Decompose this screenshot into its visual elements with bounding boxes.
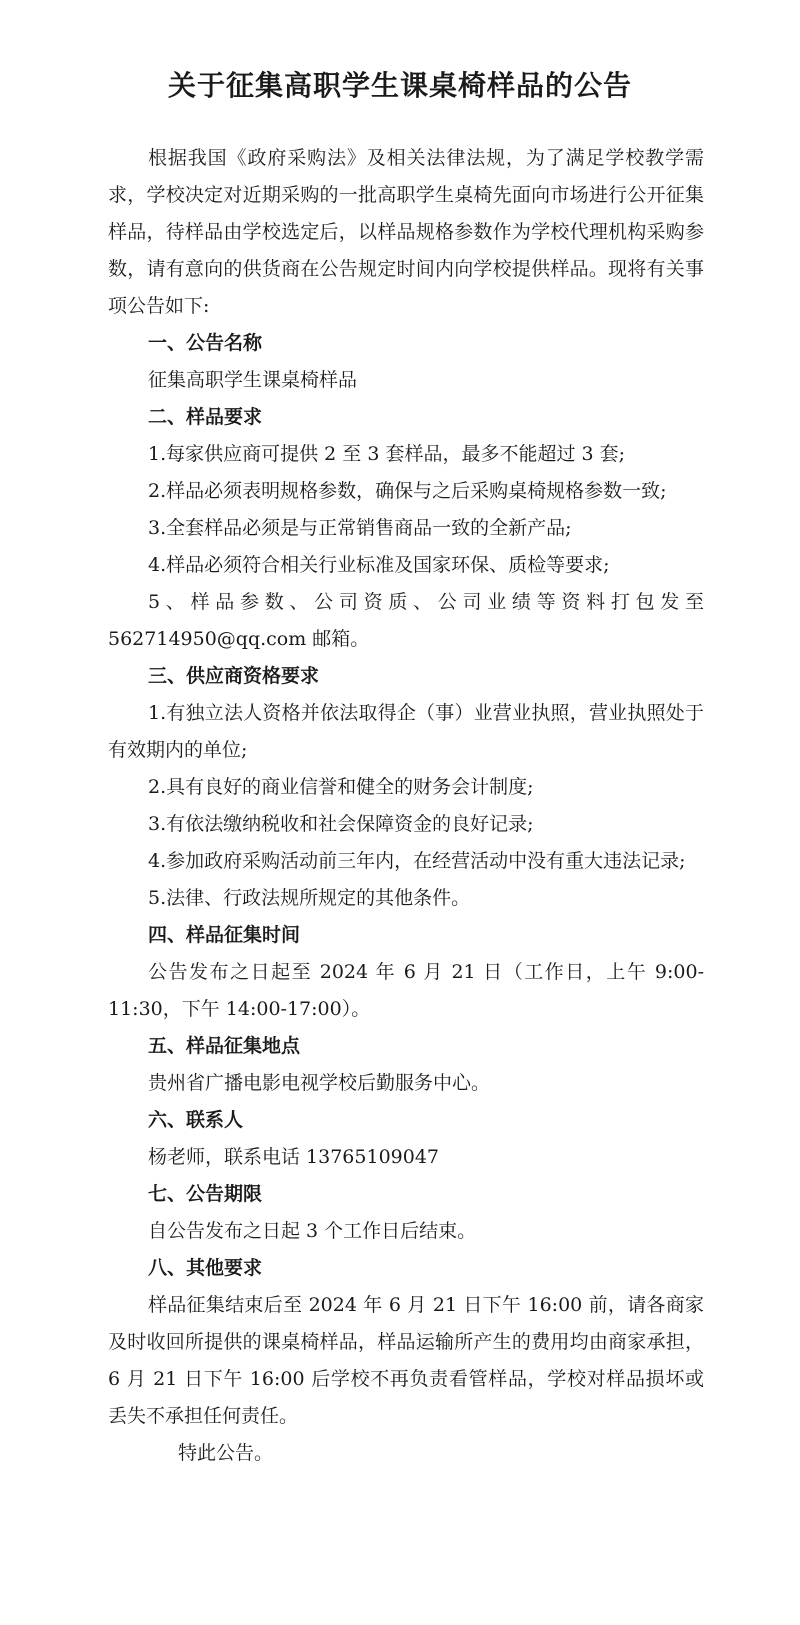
closing-text: 特此公告。 — [178, 1442, 274, 1464]
section-heading: 五、样品征集地点 — [148, 1035, 301, 1057]
section-heading: 二、样品要求 — [148, 406, 263, 428]
section-5 — [108, 1028, 704, 1102]
section-paragraph: 1.有独立法人资格并依法取得企（事）业营业执照，营业执照处于有效期内的单位; — [108, 702, 704, 761]
section-3 — [108, 658, 704, 917]
section-4 — [108, 917, 704, 1028]
section-paragraph: 2.具有良好的商业信誉和健全的财务会计制度; — [148, 776, 534, 798]
section-paragraph: 杨老师，联系电话 13765109047 — [148, 1146, 440, 1168]
section-heading: 八、其他要求 — [148, 1257, 263, 1279]
section-paragraph: 4.样品必须符合相关行业标准及国家环保、质检等要求; — [148, 554, 610, 576]
section-paragraph: 3.全套样品必须是与正常销售商品一致的全新产品; — [148, 517, 572, 539]
section-6 — [108, 1102, 704, 1176]
section-paragraph: 公告发布之日起至 2024 年 6 月 21 日（工作日，上午 9:00-11:30，下午 14:00-17:00）。 — [108, 961, 704, 1020]
section-heading: 六、联系人 — [148, 1109, 244, 1131]
section-heading: 四、样品征集时间 — [148, 924, 301, 946]
document-title: 关于征集高职学生课桌椅样品的公告 — [167, 69, 632, 102]
section-7 — [108, 1176, 704, 1250]
section-8 — [108, 1250, 704, 1435]
section-paragraph: 2.样品必须表明规格参数，确保与之后采购桌椅规格参数一致; — [148, 480, 667, 502]
section-paragraph: 1.每家供应商可提供 2 至 3 套样品，最多不能超过 3 套; — [148, 443, 626, 465]
section-2 — [108, 399, 704, 658]
section-paragraph: 3.有依法缴纳税收和社会保障资金的良好记录; — [148, 813, 534, 835]
section-heading: 三、供应商资格要求 — [148, 665, 320, 687]
section-paragraph: 征集高职学生课桌椅样品 — [148, 369, 358, 391]
intro-paragraph: 根据我国《政府采购法》及相关法律法规，为了满足学校教学需求，学校决定对近期采购的一批高职学生桌椅先面向市场进行公开征集样品，待样品由学校选定后，以样品规格参数作为学校代理机构采购参数，请有意向的供货商在公告规定时间内向学校提供样品。现将有关事项公告如下: — [108, 147, 704, 317]
section-heading: 七、公告期限 — [148, 1183, 263, 1205]
section-paragraph: 5.法律、行政法规所规定的其他条件。 — [148, 887, 471, 909]
section-paragraph: 样品征集结束后至 2024 年 6 月 21 日下午 16:00 前，请各商家及时收回所提供的课桌椅样品，样品运输所产生的费用均由商家承担，6 月 21 日下午 16:00 后学校不再负责看管样品，学校对样品损坏或丢失不承担任何责任。 — [108, 1294, 704, 1427]
section-paragraph: 贵州省广播电影电视学校后勤服务中心。 — [148, 1072, 491, 1094]
section-1 — [108, 325, 704, 399]
section-paragraph: 自公告发布之日起 3 个工作日后结束。 — [148, 1220, 477, 1242]
section-heading: 一、公告名称 — [148, 332, 263, 354]
section-paragraph: 4.参加政府采购活动前三年内，在经营活动中没有重大违法记录; — [148, 850, 686, 872]
document-body — [108, 140, 704, 1472]
section-paragraph: 5、样品参数、公司资质、公司业绩等资料打包发至 562714950@qq.com 邮箱。 — [108, 591, 704, 650]
